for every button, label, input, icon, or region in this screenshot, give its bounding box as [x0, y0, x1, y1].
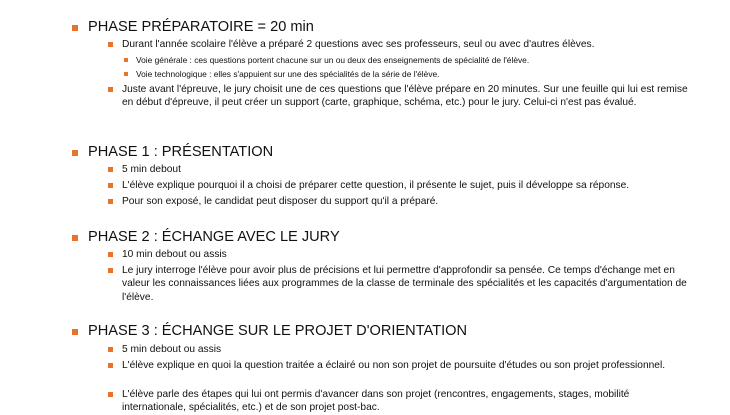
- list-item-text: 5 min debout: [122, 164, 181, 175]
- bullet-square-icon: [72, 235, 78, 241]
- bullet-square-icon: [72, 25, 78, 31]
- section-title: PHASE 1 : PRÉSENTATION: [88, 144, 274, 160]
- list-item: [122, 248, 688, 261]
- list-item: [122, 343, 688, 356]
- bullet-square-icon: [108, 87, 113, 92]
- bullet-square-icon: [108, 392, 113, 397]
- bullet-square-icon: [108, 363, 113, 368]
- bullet-square-icon: [108, 42, 113, 47]
- list-item-text: Voie technologique : elles s'appuient sur une des spécialités de la série de l'élève.: [136, 69, 440, 79]
- list-item-text: L'élève parle des étapes qui lui ont permis d'avancer dans son projet (rencontres, engagements, stages, mobilité internationale, spécialités, etc.) et de son projet post-bac.: [122, 389, 630, 414]
- list-item-text: 5 min debout ou assis: [122, 344, 222, 355]
- list-item-text: Juste avant l'épreuve, le jury choisit une de ces questions que l'élève prépare en 20 minutes. Sur une feuille qui lui est remise en début d'épreuve, il peut créer un support (carte, graphique, schéma, etc.) pour le jury. Celui-ci n'est pas évalué.: [122, 84, 688, 109]
- list-item: [122, 388, 688, 415]
- bullet-square-icon: [108, 199, 113, 204]
- list-item: [122, 195, 688, 208]
- section-title: PHASE 2 : ÉCHANGE AVEC LE JURY: [88, 229, 340, 245]
- bullet-square-icon: [124, 72, 128, 76]
- list-item-text: Le jury interroge l'élève pour avoir plus de précisions et lui permettre d'approfondir sa pensée. Ce temps d'échange met en valeur les connaissances liées aux programmes de la classe de terminale des spécialités et les capacités d'argumentation de l'élève.: [122, 265, 687, 303]
- list-item: [122, 83, 688, 110]
- list-item: [122, 163, 688, 176]
- bullet-square-icon: [108, 183, 113, 188]
- list-item-text: L'élève explique en quoi la question traitée a éclairé ou non son projet de poursuite d'études ou son projet professionnel.: [122, 360, 666, 371]
- bullet-square-icon: [108, 167, 113, 172]
- list-item: [122, 264, 688, 304]
- bullet-square-icon: [108, 268, 113, 273]
- list-item-text: L'élève explique pourquoi il a choisi de préparer cette question, il présente le sujet, puis il développe sa réponse.: [122, 180, 630, 191]
- bullet-square-icon: [72, 150, 78, 156]
- sub-list-item: [136, 68, 676, 80]
- list-item-text: Pour son exposé, le candidat peut disposer du support qu'il a préparé.: [122, 196, 439, 207]
- section-title: PHASE PRÉPARATOIRE = 20 min: [88, 19, 314, 35]
- bullet-square-icon: [124, 58, 128, 62]
- section-heading-phase-1: [72, 144, 273, 161]
- bullet-square-icon: [108, 347, 113, 352]
- bullet-square-icon: [108, 252, 113, 257]
- section-heading-phase-2: [72, 229, 340, 246]
- list-item: [122, 179, 688, 192]
- section-heading-phase-3: [72, 323, 467, 340]
- sub-list-item: [136, 54, 676, 66]
- bullet-square-icon: [72, 329, 78, 335]
- list-item-text: Voie générale : ces questions portent chacune sur un ou deux des enseignements de spécialité de l'élève.: [136, 55, 530, 65]
- list-item: [122, 359, 688, 372]
- section-title: PHASE 3 : ÉCHANGE SUR LE PROJET D'ORIENTATION: [88, 323, 468, 339]
- list-item-text: 10 min debout ou assis: [122, 249, 227, 260]
- section-heading-phase-preparatoire: [72, 19, 314, 36]
- list-item-text: Durant l'année scolaire l'élève a préparé 2 questions avec ses professeurs, seul ou avec d'autres élèves.: [122, 39, 595, 50]
- list-item: [122, 38, 688, 51]
